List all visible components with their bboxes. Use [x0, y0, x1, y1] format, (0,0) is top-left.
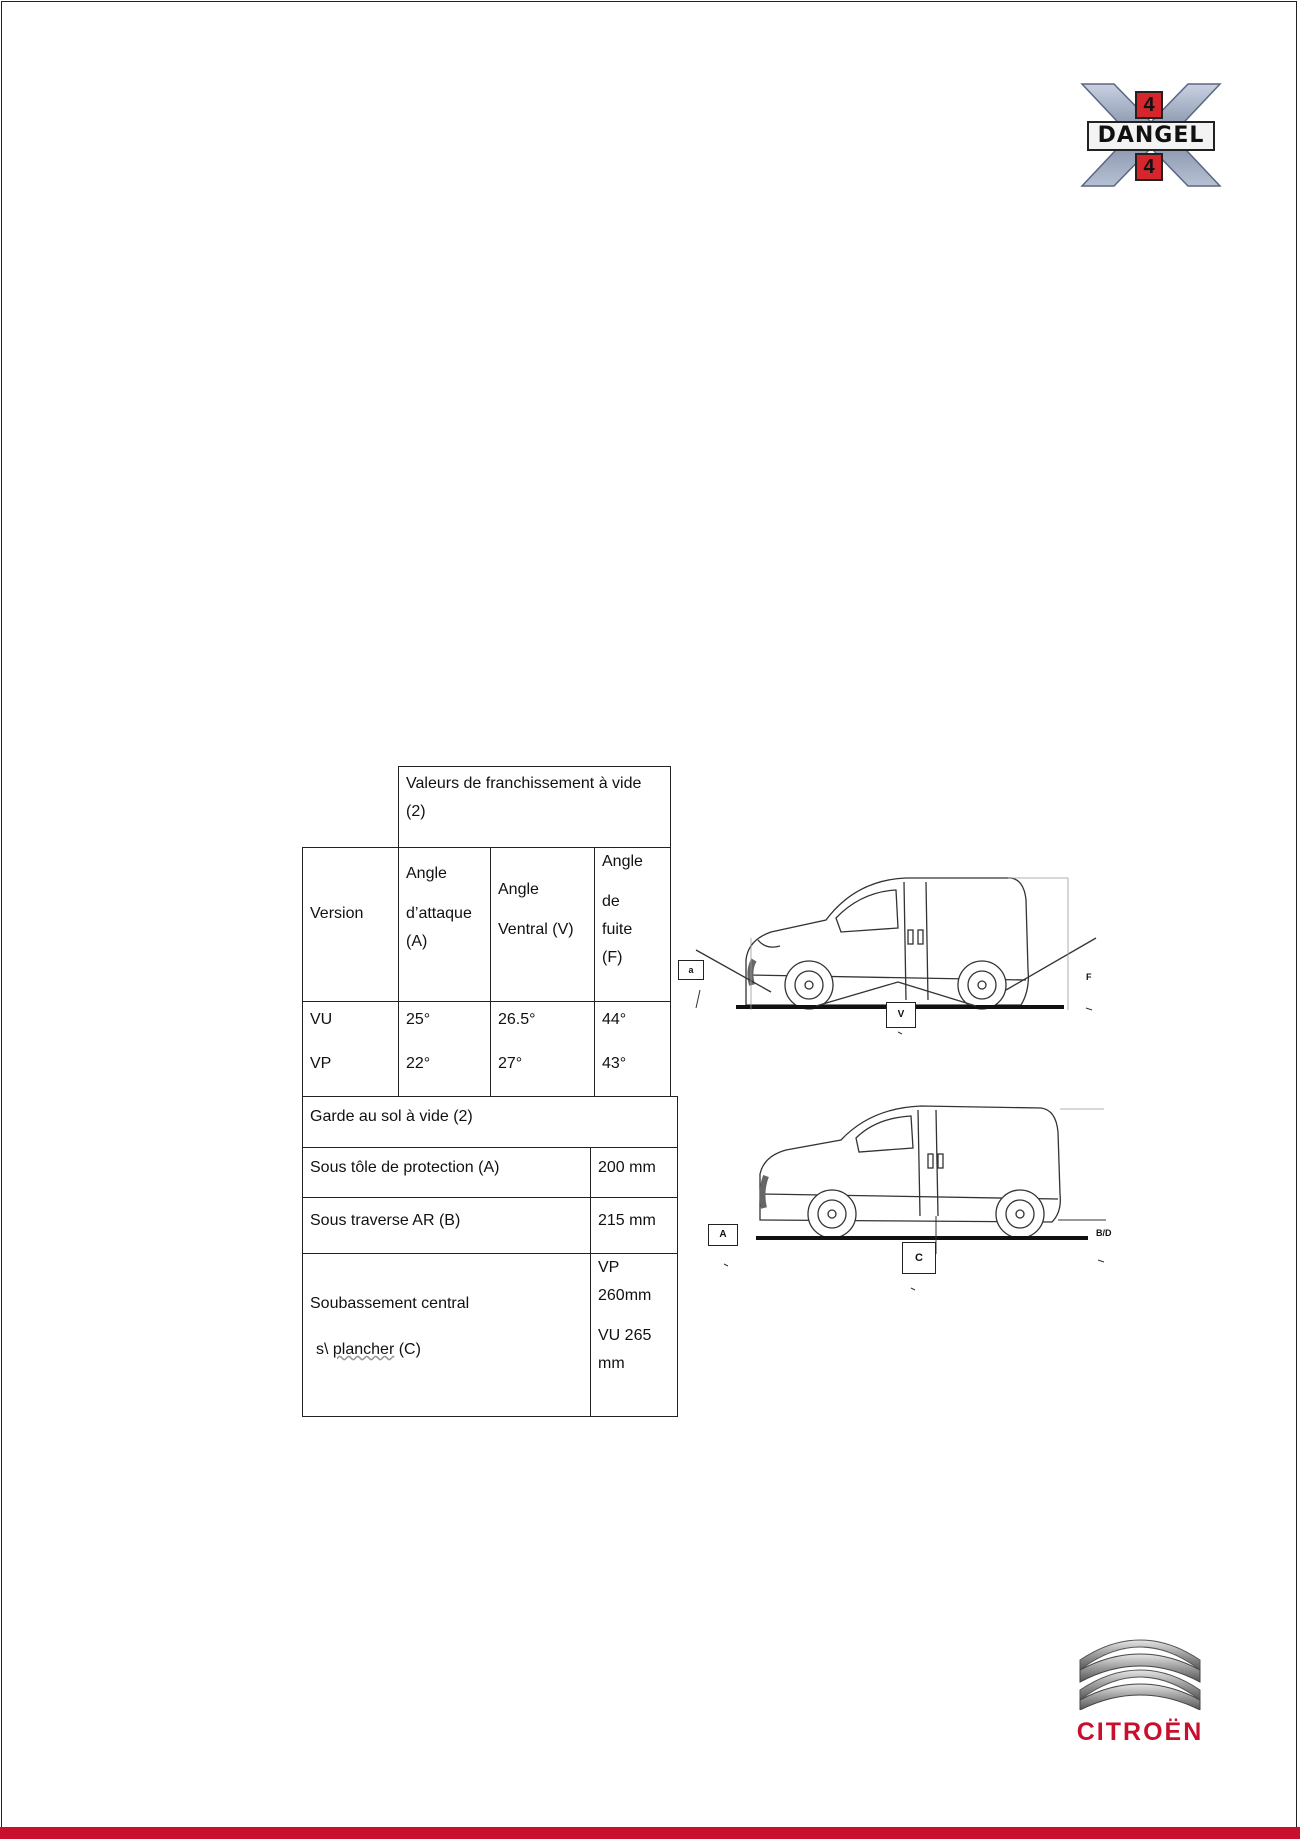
diagram-box-a-bottom: A — [708, 1224, 738, 1246]
clearance-row1-value — [590, 1147, 678, 1198]
row-vp-v: 27° — [498, 1055, 523, 1072]
row-vu-version: VU — [310, 1011, 333, 1028]
col-a-line2: d’attaque — [406, 905, 472, 922]
clearance-row2-value-text: 215 mm — [598, 1212, 656, 1229]
row3-word: plancher — [332, 1341, 395, 1358]
row-vp-version: VP — [310, 1055, 332, 1072]
clearance-row1-label-text: Sous tôle de protection (A) — [310, 1159, 500, 1176]
col-v-line2: Ventral (V) — [498, 921, 574, 938]
diagram-box-a-top: a — [678, 960, 704, 980]
col-a-line3: (A) — [406, 933, 428, 950]
clearance-row3-label — [302, 1253, 591, 1417]
col-a-header — [398, 847, 491, 1002]
clearance-row2-label-text: Sous traverse AR (B) — [310, 1212, 461, 1229]
row-vu-f: 44° — [602, 1011, 627, 1028]
col-f-line2: de — [602, 893, 620, 910]
clearance-row3-value — [590, 1253, 678, 1417]
row-version-cell — [302, 1001, 399, 1097]
row-a-cell — [398, 1001, 491, 1097]
clearance-header-text: Garde au sol à vide (2) — [310, 1108, 473, 1125]
col-version-text: Version — [310, 905, 364, 922]
angles-header-text: Valeurs de franchissement à vide (2) — [406, 775, 642, 820]
row-vu-v: 26.5° — [498, 1011, 536, 1028]
row-vu-a: 25° — [406, 1011, 431, 1028]
col-f-header — [594, 847, 671, 1002]
clearance-row1-value-text: 200 mm — [598, 1159, 656, 1176]
diagram-label-f: F — [1086, 972, 1092, 982]
angles-header — [398, 766, 671, 848]
dangel-logo-bottom: 4 — [1143, 156, 1155, 178]
van-diagram-angles — [676, 860, 1112, 1040]
citroen-chevrons-icon — [1040, 1630, 1240, 1710]
citroen-wordmark: CITROËN — [1076, 1718, 1204, 1746]
clearance-header — [302, 1096, 678, 1148]
diagram-box-c-bottom: C — [902, 1242, 936, 1274]
col-v-line1: Angle — [498, 881, 539, 898]
clearance-row1-label — [302, 1147, 591, 1198]
dangel-logo-top: 4 — [1143, 94, 1155, 116]
diagram-box-v-top: V — [886, 1002, 916, 1028]
clearance-row3-label-line2 — [316, 1336, 583, 1364]
footer-red-band — [0, 1827, 1300, 1839]
row3-prefix: s\ — [316, 1341, 333, 1358]
col-version-header — [302, 847, 399, 1002]
row-f-cell — [594, 1001, 671, 1097]
row3-suffix: (C) — [394, 1341, 421, 1358]
clearance-row2-label — [302, 1197, 591, 1254]
row-vp-f: 43° — [602, 1055, 627, 1072]
clearance-row3-label-line1: Soubassement central — [310, 1295, 470, 1312]
clearance-row3-value-line4: mm — [598, 1355, 625, 1372]
dangel-logo — [1080, 82, 1222, 188]
diagram-label-bd: B/D — [1096, 1228, 1112, 1238]
col-v-header — [490, 847, 595, 1002]
citroen-logo — [1040, 1630, 1240, 1745]
col-a-line1: Angle — [406, 865, 447, 882]
dangel-logo-word: DANGEL — [1097, 123, 1205, 148]
col-f-line3: fuite — [602, 921, 633, 938]
van-diagram-clearance — [706, 1104, 1116, 1300]
row-vp-a: 22° — [406, 1055, 431, 1072]
clearance-row3-value-line1: VP — [598, 1259, 620, 1276]
col-f-line1: Angle — [602, 853, 643, 870]
row-v-cell — [490, 1001, 595, 1097]
clearance-row2-value — [590, 1197, 678, 1254]
col-f-line4: (F) — [602, 949, 623, 966]
clearance-row3-value-line2: 260mm — [598, 1287, 652, 1304]
clearance-row3-value-line3: VU 265 — [598, 1327, 652, 1344]
